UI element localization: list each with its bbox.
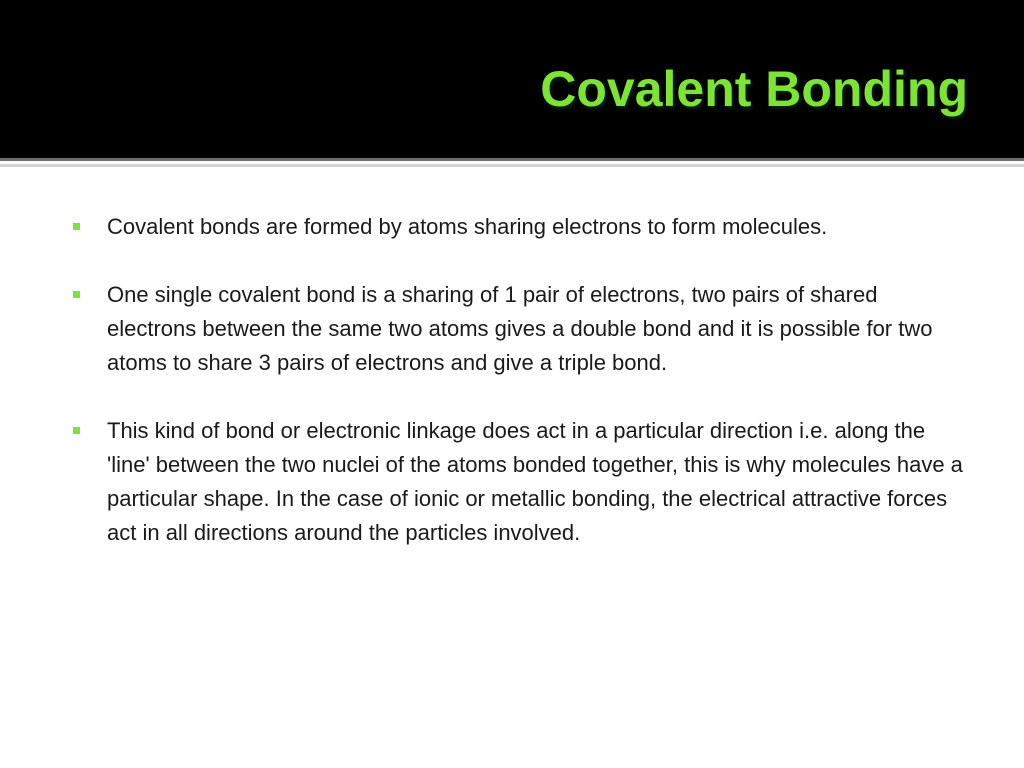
square-bullet-icon [73, 223, 80, 230]
bullet-item-3 [72, 414, 972, 550]
bullet-list [72, 210, 972, 584]
bullet-text: Covalent bonds are formed by atoms sharing electrons to form molecules. [107, 214, 828, 239]
bullet-text: One single covalent bond is a sharing of 1 pair of electrons, two pairs of shared electrons between the same two atoms gives a double bond and it is possible for two atoms to share 3 pairs of electrons and give a triple bond. [107, 282, 933, 375]
square-bullet-icon [73, 427, 80, 434]
square-bullet-icon [73, 291, 80, 298]
title-bar [0, 0, 1024, 158]
bullet-item-2 [72, 278, 972, 380]
bullet-text: This kind of bond or electronic linkage does act in a particular direction i.e. along the 'line' between the two nuclei of the atoms bonded together, this is why molecules have a particular shape. In the case of ionic or metallic bonding, the electrical attractive forces act in all directions around the particles involved. [107, 418, 963, 545]
slide-title: Covalent Bonding [540, 61, 968, 117]
title-divider-dark [0, 158, 1024, 161]
bullet-item-1 [72, 210, 972, 244]
title-divider-light [0, 164, 1024, 167]
